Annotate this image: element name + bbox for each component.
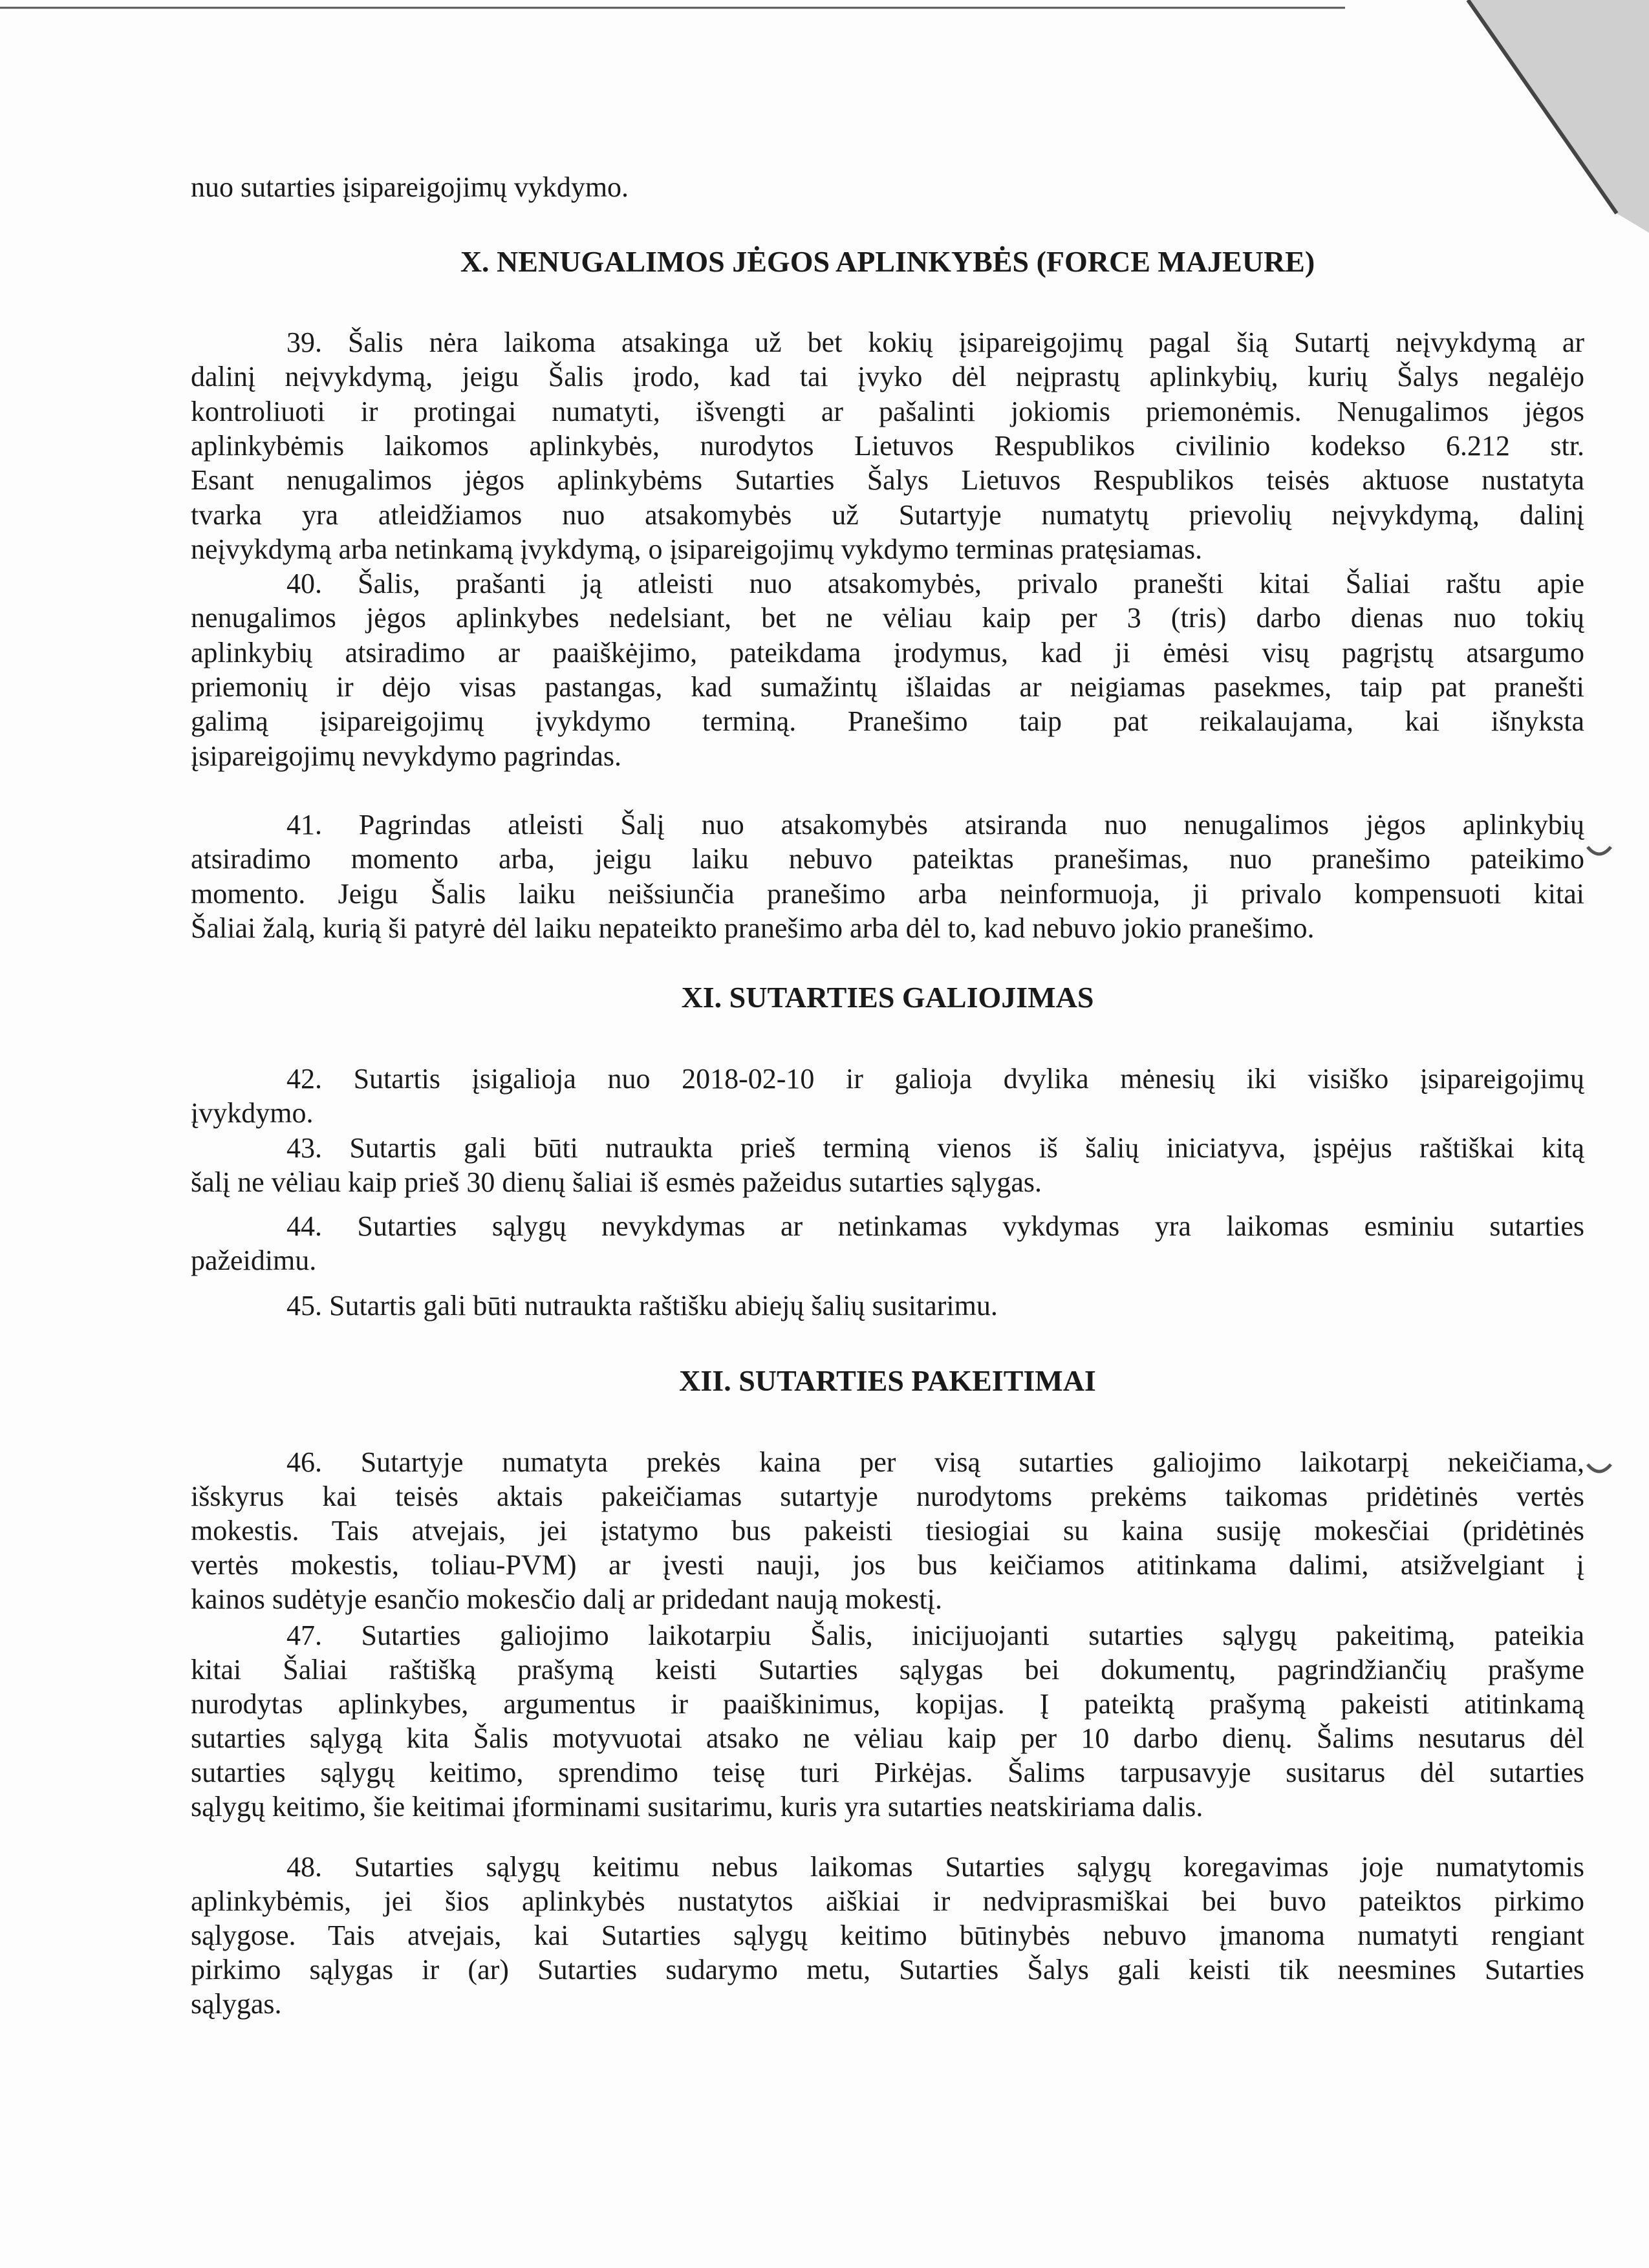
intro-line: nuo sutarties įsipareigojimų vykdymo. xyxy=(191,171,629,203)
paragraph-line: sąlygas. xyxy=(191,1988,282,2020)
paragraph-line: 48. Sutarties sąlygų keitimu nebus laikomas Sutarties sąlygų koregavimas joje numatytomis xyxy=(286,1851,1584,1883)
paragraph-line: Šaliai žalą, kurią ši patyrė dėl laiku nepateikto pranešimo arba dėl to, kad nebuvo jokio pranešimo. xyxy=(191,912,1315,944)
paragraph-line: tvarka yra atleidžiamos nuo atsakomybės už Sutartyje numatytų prievolių neįvykdymą, dalinį xyxy=(191,498,1584,531)
paragraph-line: pažeidimu. xyxy=(191,1245,317,1277)
punch-hole-mark xyxy=(1588,847,1611,854)
paragraph-line: 44. Sutarties sąlygų nevykdymas ar netinkamas vykdymas yra laikomas esminiu sutarties xyxy=(286,1210,1584,1242)
paragraph-line: 40. Šalis, prašanti ją atleisti nuo atsakomybės, privalo pranešti kitai Šaliai raštu apie xyxy=(286,568,1584,599)
paragraph-line: mokestis. Tais atvejais, jei įstatymo bus pakeisti tiesiogiai su kaina susiję mokesčiai (pridėtinės xyxy=(191,1515,1584,1546)
paragraph-line: 47. Sutarties galiojimo laikotarpiu Šalis, inicijuojanti sutarties sąlygų pakeitimą, pateikia xyxy=(286,1620,1584,1651)
paragraph-line: įsipareigojimų nevykdymo pagrindas. xyxy=(191,740,621,772)
section-heading: X. NENUGALIMOS JĖGOS APLINKYBĖS (FORCE MAJEURE) xyxy=(460,245,1315,278)
paragraph-line: aplinkybėmis laikomos aplinkybės, nurodytos Lietuvos Respublikos civilinio kodekso 6.212 str. xyxy=(191,429,1584,462)
paragraph-line: kitai Šaliai raštišką prašymą keisti Sutarties sąlygas bei dokumentų, pagrindžiančių prašyme xyxy=(191,1654,1584,1685)
paragraph-line: dalinį neįvykdymą, jeigu Šalis įrodo, kad tai įvyko dėl neįprastų aplinkybių, kurių Šalys negalėjo xyxy=(191,361,1584,393)
paragraph-line: vertės mokestis, toliau-PVM) ar įvesti nauji, jos bus keičiamos atitinkama dalimi, atsižvelgiant į xyxy=(191,1549,1584,1581)
paragraph-line: šalį ne vėliau kaip prieš 30 dienų šaliai iš esmės pažeidus sutarties sąlygas. xyxy=(191,1166,1042,1199)
paragraph-line: aplinkybių atsiradimo ar paaiškėjimo, pateikdama įrodymus, kad ji ėmėsi visų pagrįstų atsargumo xyxy=(191,636,1584,669)
paragraph-line: 46. Sutartyje numatyta prekės kaina per visą sutarties galiojimo laikotarpį nekeičiama, xyxy=(286,1446,1584,1478)
paragraph-line: Esant nenugalimos jėgos aplinkybėms Sutarties Šalys Lietuvos Respublikos teisės aktuose nustatyta xyxy=(191,464,1584,497)
paragraph-line: galimą įsipareigojimų įvykdymo terminą. Pranešimo taip pat reikalaujama, kai išnyksta xyxy=(191,705,1584,738)
paragraph-line: sutarties sąlygų keitimo, sprendimo teisę turi Pirkėjas. Šalims tarpusavyje susitarus dėl sutarties xyxy=(191,1757,1584,1788)
paragraph-line: kontroliuoti ir protingai numatyti, išvengti ar pašalinti jokiomis priemonėmis. Nenugalimos jėgos xyxy=(191,395,1584,427)
paragraph-line: išskyrus kai teisės aktais pakeičiamas sutartyje nurodytoms prekėms taikomas pridėtinės vertės xyxy=(191,1481,1584,1512)
paragraph-line: sąlygų keitimo, šie keitimai įforminami susitarimu, kuris yra sutarties neatskiriama dalis. xyxy=(191,1791,1203,1823)
paragraph-line: 43. Sutartis gali būti nutraukta prieš terminą vienos iš šalių iniciatyva, įspėjus raštiškai kitą xyxy=(286,1132,1584,1164)
paragraph-line: atsiradimo momento arba, jeigu laiku nebuvo pateiktas pranešimas, nuo pranešimo pateikimo xyxy=(191,843,1584,875)
paragraph-line: įvykdymo. xyxy=(191,1097,314,1129)
paragraph-line: neįvykdymą arba netinkamą įvykdymą, o įsipareigojimų vykdymo terminas pratęsiamas. xyxy=(191,533,1203,565)
paragraph-line: sutarties sąlygą kita Šalis motyvuotai atsako ne vėliau kaip per 10 darbo dienų. Šalims nesutarus dėl xyxy=(191,1722,1584,1754)
paragraph-line: sąlygose. Tais atvejais, kai Sutarties sąlygų keitimo būtinybės nebuvo įmanoma numatyti rengiant xyxy=(191,1920,1584,1951)
punch-hole-mark xyxy=(1588,1464,1611,1471)
paragraph-line: priemonių ir dėjo visas pastangas, kad sumažintų išlaidas ar neigiamas pasekmes, taip pat pranešti xyxy=(191,670,1584,703)
paragraph-line: aplinkybėmis, jei šios aplinkybės nustatytos aiškiai ir nedviprasmiškai bei buvo pateiktos pirkimo xyxy=(191,1885,1584,1917)
paragraph-line: nurodytas aplinkybes, argumentus ir paaiškinimus, kopijas. Į pateiktą prašymą pakeisti atitinkamą xyxy=(191,1688,1584,1720)
paragraph-line: 41. Pagrindas atleisti Šalį nuo atsakomybės atsiranda nuo nenugalimos jėgos aplinkybių xyxy=(286,809,1584,840)
section-heading: XII. SUTARTIES PAKEITIMAI xyxy=(679,1364,1096,1397)
paragraph-line: 42. Sutartis įsigalioja nuo 2018-02-10 ir galioja dvylika mėnesių iki visiško įsipareigojimų xyxy=(286,1063,1584,1095)
paragraph-line: pirkimo sąlygas ir (ar) Sutarties sudarymo metu, Sutarties Šalys gali keisti tik neesmines Sutarties xyxy=(191,1954,1584,1985)
paragraph-line: momento. Jeigu Šalis laiku neišsiunčia pranešimo arba neinformuoja, ji privalo kompensuoti kitai xyxy=(191,877,1584,910)
section-heading: XI. SUTARTIES GALIOJIMAS xyxy=(681,981,1094,1014)
paragraph-line: 45. Sutartis gali būti nutraukta raštišku abiejų šalių susitarimu. xyxy=(286,1290,998,1321)
paragraph-line: kainos sudėtyje esančio mokesčio dalį ar pridedant naują mokestį. xyxy=(191,1583,943,1615)
paragraph-line: 39. Šalis nėra laikoma atsakinga už bet kokių įsipareigojimų pagal šią Sutartį neįvykdymą ar xyxy=(286,326,1584,358)
paragraph-line: nenugalimos jėgos aplinkybes nedelsiant, bet ne vėliau kaip per 3 (tris) darbo dienas nuo tokių xyxy=(191,602,1584,634)
